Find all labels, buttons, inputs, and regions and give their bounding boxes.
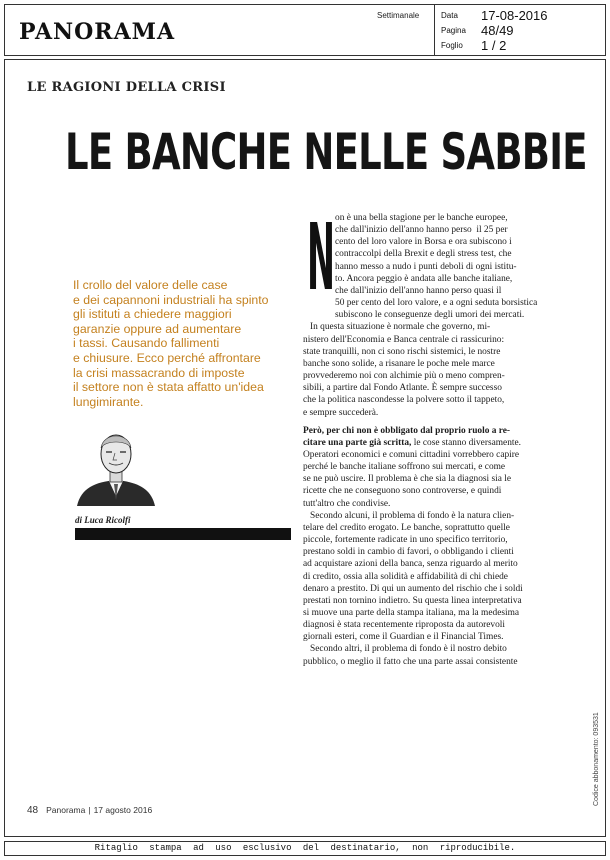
author-byline: di Luca Ricolfi [75, 515, 131, 525]
header-divider [434, 5, 435, 55]
folio-date: 17 agosto 2016 [93, 805, 153, 815]
bold-lead-tail: le cose stanno diversamente. [411, 437, 522, 448]
body-paragraph-1: on è una bella stagione per le banche europee, che dall'inizio dell'anno hanno perso il 25 per cento del loro valore in Borsa e ora subiscono i contraccolpi della Brexit e degli stress test, che hanno messo a nudo i punti deboli di ogni istitu- to. Ancora peggio è andata alle banche italiane, che dall'inizio dell'anno hanno perso quasi il 50 per cento del loro valore, e a ogni seduta borsistica subiscono le conseguenze degli umori dei mercati. [335, 213, 538, 321]
folio-magazine: Panorama [46, 805, 86, 815]
meta-date-label: Data [441, 11, 458, 20]
body-paragraph-6: Secondo altri, il problema di fondo è il nostro debito pubblico, o meglio il fatto che una parte assai consistente [303, 644, 518, 667]
body-paragraph-3 [303, 425, 545, 449]
section-heading: LE RAGIONI DELLA CRISI [27, 80, 226, 95]
author-portrait-illustration [75, 426, 157, 506]
document-header [4, 4, 606, 56]
article-clipping [4, 59, 606, 837]
dropcap-glyph: N [307, 204, 335, 311]
article-headline: LE BANCHE NELLE SABBIE [65, 123, 587, 181]
meta-sheet-label: Foglio [441, 41, 463, 50]
article-body [303, 212, 545, 668]
periodicity-label: Settimanale [377, 11, 420, 20]
page-folio: 48 Panorama | 17 agosto 2016 [27, 805, 153, 816]
folio-page-number: 48 [27, 805, 39, 816]
byline-redaction-bar [75, 528, 291, 540]
masthead-logo: PANORAMA [19, 19, 176, 45]
meta-date-value: 17-08-2016 [481, 8, 548, 23]
body-paragraph-4: Operatori economici e comuni cittadini vorrebbero capire perché le banche italiane soffrono sui mercati, e come se ne può uscire. Il problema è che sia la diagnosi sia le ricette che ne conseguono sono controverse, e quindi tutt'altro che condivise. [303, 449, 520, 509]
reproduction-notice: Ritaglio stampa ad uso esclusivo del destinatario, non riproducibile. [4, 841, 606, 856]
body-paragraph-2: In questa situazione è normale che governo, mi- nistero dell'Economia e Banca centrale ci rassicurino: state tranquilli, non ci sono rischi sistemici, le nostre banche sono solide, a risanare le poche mele marce provvederemo noi con alchimie più o meno compren- sibili, a partire dal Fondo Atlante. È sempre successo che la politica nascondesse la polvere sotto il tappeto, e sempre succederà. [303, 322, 505, 418]
meta-page-label: Pagina [441, 26, 466, 35]
bold-lead-in: Però, per chi non è obbligato dal proprio ruolo a re- citare una parte già scritta, [303, 425, 511, 448]
meta-sheet-value: 1 / 2 [481, 38, 507, 53]
body-paragraph-5: Secondo alcuni, il problema di fondo è la natura clien- telare del credito erogato. Le banche, soprattutto quelle piccole, fortemente radicate in uno specifico territorio, prestano soldi in cambio di favori, o obbligando i clienti ad acquistare azioni della banca, senza riguardo al merito di credito, ossia alla solidità e affidabilità di chi chiede denaro a prestito. Di qui un aumento del rischio che i soldi prestati non tornino indietro. Su questa linea interpretativa si muove una parte della stampa italiana, ma la medesima diagnosi è stata recentemente riproposta da autorevoli giornali esteri, come il Guardian e il Financial Times. [303, 510, 523, 643]
subscription-code: Codice abbonamento: 093531 [593, 712, 600, 806]
article-lead: Il crollo del valore delle case e dei capannoni industriali ha spinto gli istituti a chiedere maggiori garanzie oppure ad aumentare i tassi. Causando fallimenti e chiusure. Ecco perché affrontare la crisi massacrando di imposte il settore non è stata affatto un'idea lungimirante. [73, 278, 269, 409]
meta-page-value: 48/49 [481, 23, 514, 38]
